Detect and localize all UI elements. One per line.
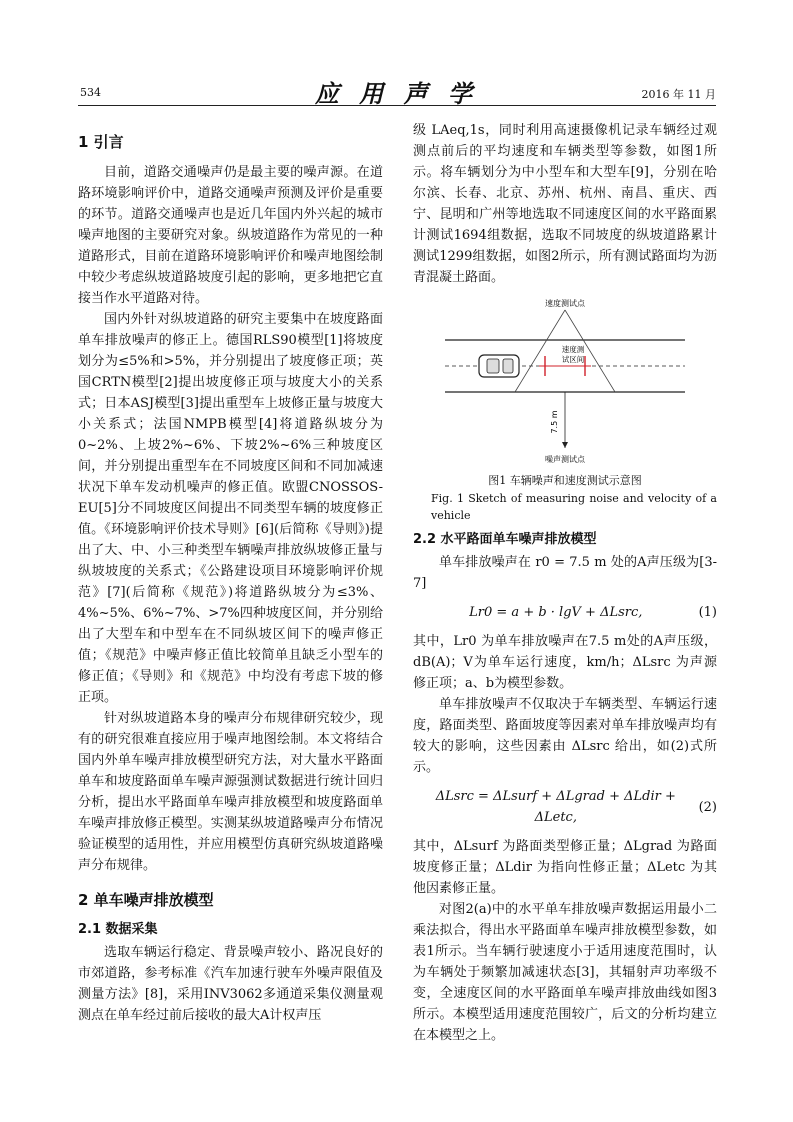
section-2-1-title: 2.1 数据采集 <box>78 922 158 937</box>
section-2-title: 2 单车噪声排放模型 <box>78 891 214 909</box>
page-number: 534 <box>80 86 101 99</box>
car-icon <box>479 355 519 377</box>
journal-title: 应 用 声 学 <box>314 79 479 108</box>
header-rule <box>78 105 716 106</box>
equation-1 <box>413 602 717 623</box>
section-2-2-paragraph-3: 单车排放噪声不仅取决于车辆类型、车辆运行速度，路面类型、路面坡度等因素对单车排放噪声均有较大的影响，这些因素由 ΔLsrc 给出，如(2)式所示。 <box>413 697 717 775</box>
label-noise-point: 噪声测试点 <box>545 455 585 464</box>
equation-2-body: ΔLsrc = ΔLsurf + ΔLgrad + ΔLdir + ΔLetc, <box>435 789 676 825</box>
figure-1-caption-cn: 图1 车辆噪声和速度测试示意图 <box>488 474 642 487</box>
section-1-title: 1 引言 <box>78 133 124 151</box>
section-1-paragraph-1: 目前，道路交通噪声仍是最主要的噪声源。在道路环境影响评价中，道路交通噪声预测及评价是重要的环节。道路交通噪声也是近几年国内外兴起的城市噪声地图的主要研究对象。纵坡道路作为常见的一种道路形式，目前在道路环境影响评价和噪声地图绘制中较少考虑纵坡道路坡度引起的影响，更多地把它直接当作水平道路对待。 <box>78 165 383 306</box>
camera-view-left <box>515 310 565 392</box>
section-2-2-paragraph-2: 其中，Lr0 为单车排放噪声在7.5 m处的A声压级，dB(A)；V为单车运行速度，km/h；ΔLsrc 为声源修正项；a、b为模型参数。 <box>413 634 717 691</box>
section-2-2-paragraph-1: 单车排放噪声在 r0 = 7.5 m 处的A声压级为[3-7] <box>413 555 717 591</box>
measurement-sketch <box>435 296 695 468</box>
equation-2 <box>413 786 717 828</box>
label-speed-zone-2: 试区间 <box>561 355 585 364</box>
section-2-2-paragraph-4: 其中，ΔLsurf 为路面类型修正量；ΔLgrad 为路面坡度修正量；ΔLdir 为指向性修正量；ΔLetc 为其他因素修正量。 <box>413 839 717 896</box>
label-speed-zone-1: 速度测 <box>561 345 585 354</box>
figure-1 <box>413 296 717 524</box>
section-1-paragraph-2: 国内外针对纵坡道路的研究主要集中在坡度路面单车排放噪声的修正上。德国RLS90模型[1]将坡度划分为≤5%和>5%，并分别提出了坡度修正项；英国CRTN模型[2]提出坡度修正项与坡度大小的关系式；日本ASJ模型[3]提出重型车上坡修正量与坡度大小关系式；法国NMPB模型[4]将道路纵坡分为0~2%、上坡2%~6%、下坡2%~6%三种坡度区间，并分别提出重型车在不同坡度区间和不同加减速状况下单车发动机噪声的修正值。欧盟CNOSSOS-EU[5]分不同坡度区间提出不同类型车辆的坡度修正值。《环境影响评价技术导则》[6](后简称《导则》)提出了大、中、小三种类型车辆噪声排放纵坡修正量与纵坡坡度的关系式；《公路建设项目环境影响评价规范》[7](后简称《规范》)将道路纵坡分为≤3%、4%~5%、6%~7%、>7%四种坡度区间，并分别给出了大型车和中型车在不同纵坡区间下的噪声修正值；《规范》中噪声修正值比较简单且缺乏小型车的修正值；《导则》和《规范》中均没有考虑下坡的修正项。 <box>78 312 383 705</box>
label-speed-point: 速度测试点 <box>545 299 585 308</box>
figure-1-caption-en: Fig. 1 Sketch of measuring noise and velocity of a vehicle <box>431 492 717 522</box>
left-column <box>78 120 383 1026</box>
section-2-2-paragraph-5: 对图2(a)中的水平单车排放噪声数据运用最小二乘法拟合，得出水平路面单车噪声排放模型参数，如表1所示。当车辆行驶速度小于适用速度范围时，认为车辆处于频繁加减速状态[3]，其辐射声功率级不变，全速度区间的水平路面单车噪声排放曲线如图3所示。本模型适用速度范围较广，后文的分析均建立在本模型之上。 <box>413 902 717 1043</box>
arrow-down-icon <box>562 442 568 448</box>
section-1-paragraph-3: 针对纵坡道路本身的噪声分布规律研究较少，现有的研究很难直接应用于噪声地图绘制。本文将结合国内外单车噪声排放模型研究方法，对大量水平路面单车和坡度路面单车噪声源强测试数据进行统计回归分析，提出水平路面单车噪声排放模型和坡度路面单车噪声排放修正模型。实测某纵坡道路噪声分布情况验证模型的适用性，并应用模型仿真研究纵坡道路噪声分布规律。 <box>78 711 383 873</box>
equation-1-body: Lr0 = a + b · lgV + ΔLsrc, <box>469 605 643 620</box>
right-column <box>413 120 717 1046</box>
section-2-1-paragraph-1: 选取车辆运行稳定、背景噪声较小、路况良好的市郊道路，参考标准《汽车加速行驶车外噪声限值及测量方法》[8]，采用INV3062多通道采集仪测量观测点在单车经过前后接收的最大A计权声压 <box>78 945 383 1023</box>
equation-2-number: (2) <box>698 799 717 815</box>
issue-date: 2016 年 11 月 <box>641 88 716 101</box>
equation-1-number: (1) <box>698 605 717 620</box>
section-2-2-title: 2.2 水平路面单车噪声排放模型 <box>413 532 597 547</box>
label-distance: 7.5 m <box>550 410 559 434</box>
section-2-1-paragraph-1-continued: 级 LAeq,1s，同时利用高速摄像机记录车辆经过观测点前后的平均速度和车辆类型等参数，如图1所示。将车辆划分为中小型车和大型车[9]，分别在哈尔滨、长春、北京、苏州、杭州、南昌、重庆、西宁、昆明和广州等地选取不同速度区间的水平路面累计测试1694组数据，选取不同坡度的纵坡道路累计测试1299组数据，如图2所示，所有测试路面均为沥青混凝土路面。 <box>413 123 717 285</box>
